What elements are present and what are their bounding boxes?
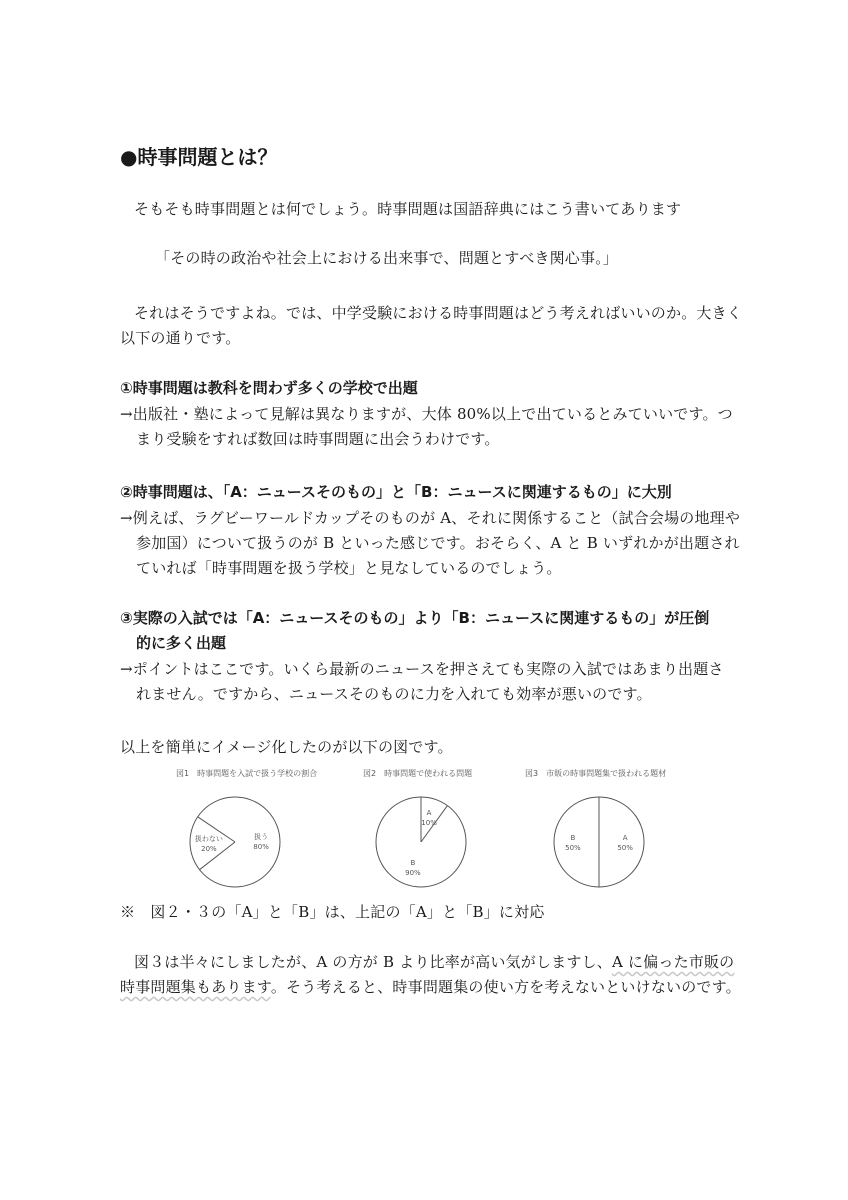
point-3-body-1: →ポイントはここです。いくら最新のニュースを押さえても実際の入試ではあまり出題さ xyxy=(120,660,724,678)
pie-slice-value: 20% xyxy=(201,844,217,853)
pie-slice-value: 90% xyxy=(405,868,421,877)
pie-slice-value: 50% xyxy=(565,844,581,852)
pie-slice-label: A xyxy=(622,834,628,842)
closing-text-2a: 時事問題集もあります xyxy=(120,978,271,996)
pie-slice-value: 50% xyxy=(617,844,633,852)
closing-text-2b: 。そう考えると、時事問題集の使い方を考えないといけないのです。 xyxy=(270,978,741,996)
figure-3-pie xyxy=(545,790,655,890)
point-3-heading: ③実際の入試では「A：ニュースそのもの」より「B：ニュースに関連するもの」が圧倒 xyxy=(120,609,710,627)
pie-slice-label: B xyxy=(410,858,416,867)
intro-line-2b: 以下の通りです。 xyxy=(120,329,241,347)
pie-slice-label: A xyxy=(426,809,432,818)
point-2-body-1: →例えば、ラグビーワールドカップそのものが A、それに関係すること（試合会場の地理や xyxy=(120,509,741,527)
pie-slice-value: 80% xyxy=(253,843,269,852)
closing-line-2 xyxy=(120,976,741,997)
point-3-heading-cont: 的に多く出題 xyxy=(136,634,227,652)
point-2-body-3: ていれば「時事問題を扱う学校」と見なしているのでしょう。 xyxy=(136,559,562,577)
figure-2-title: 図2 時事問題で使われる問題 xyxy=(363,769,473,778)
pie-2-group xyxy=(376,797,466,887)
figure-1-pie xyxy=(180,790,290,890)
intro-line-2a: それはそうですよね。では、中学受験における時事問題はどう考えればいいのか。大きく xyxy=(134,304,743,322)
closing-text-1b: A に偏った市販の xyxy=(611,953,735,971)
point-1-body-1: →出版社・塾によって見解は異なりますが、大体 80%以上で出ているとみていいです。つ xyxy=(120,405,733,423)
figure-note: ※ 図２・３の「A」と「B」は、上記の「A」と「B」に対応 xyxy=(120,903,545,921)
point-3-body-2: れません。ですから、ニュースそのものに力を入れても効率が悪いのです。 xyxy=(136,685,652,703)
pie-slice-label: B xyxy=(570,834,576,842)
point-1-body-2: まり受験をすれば数回は時事問題に出会うわけです。 xyxy=(136,430,500,448)
point-2-heading: ②時事問題は、「A：ニュースそのもの」と「B：ニュースに関連するもの」に大別 xyxy=(120,483,672,501)
section-title: ●時事問題とは？ xyxy=(120,145,278,169)
pie-3-group xyxy=(554,797,644,887)
point-2-body-2: 参加国）について扱うのが B といった感じです。おそらく、A と B いずれかが出題され xyxy=(136,534,740,552)
dictionary-quote: 「その時の政治や社会上における出来事で、問題とすべき関心事。」 xyxy=(155,249,619,267)
pie-slice-label: 扱う xyxy=(254,833,269,842)
intro-line-1: そもそも時事問題とは何でしょう。時事問題は国語辞典にはこう書いてあります xyxy=(134,200,682,218)
closing-text-1a: 図３は半々にしましたが、A の方が B より比率が高い気がしますし、 xyxy=(134,953,612,971)
figure-3-title: 図3 市販の時事問題集で扱われる題材 xyxy=(525,769,667,778)
pie-slice-label: 扱わない xyxy=(194,834,223,843)
figures-intro: 以上を簡単にイメージ化したのが以下の図です。 xyxy=(120,738,453,756)
figure-1-title: 図1 時事問題を入試で扱う学校の割合 xyxy=(176,769,318,778)
pie-slice-value: 10% xyxy=(421,819,437,828)
figure-2-pie xyxy=(368,790,478,890)
point-1-heading: ①時事問題は教科を問わず多くの学校で出題 xyxy=(120,379,418,397)
closing-line-1 xyxy=(134,951,734,972)
pie-1-group xyxy=(190,797,280,887)
